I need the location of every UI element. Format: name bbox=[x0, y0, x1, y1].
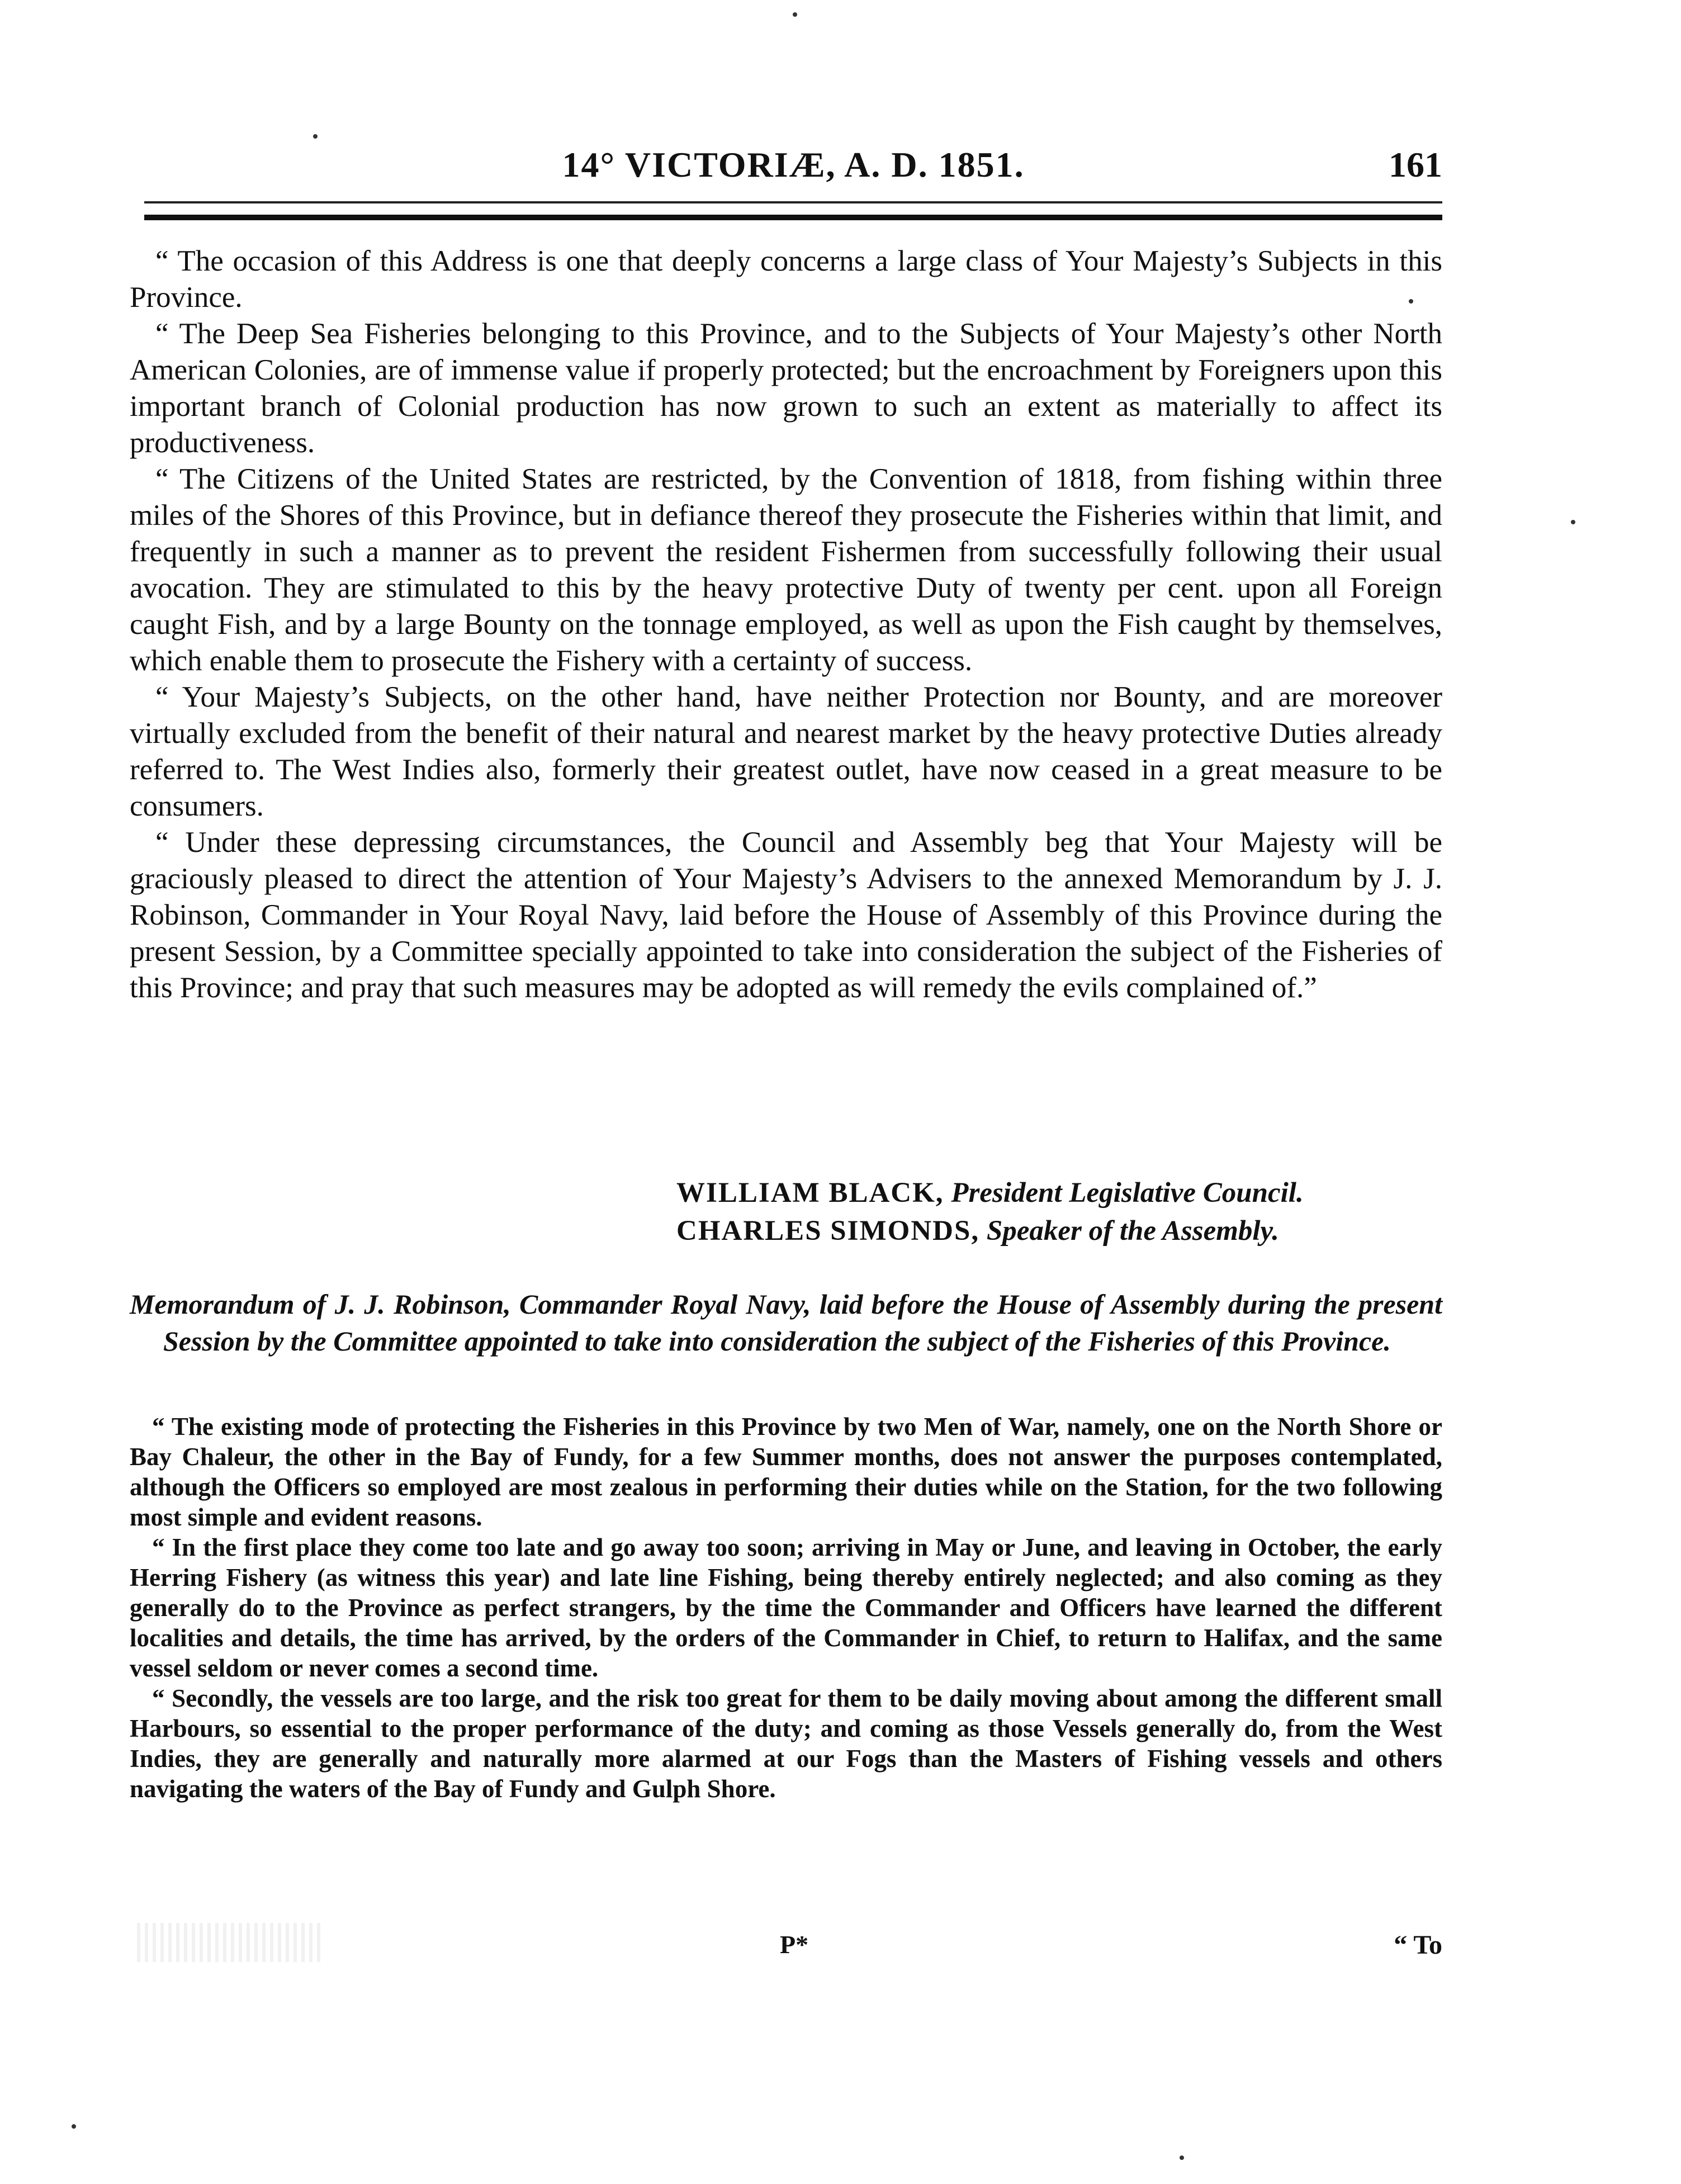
catchword: “ To bbox=[1394, 1930, 1442, 1960]
page-number: 161 bbox=[1389, 145, 1442, 184]
signatory-name: CHARLES SIMONDS, bbox=[676, 1215, 980, 1247]
address-text bbox=[130, 243, 1442, 1006]
signatory-title: Speaker of the Assembly. bbox=[986, 1215, 1280, 1247]
signature-mark: P* bbox=[780, 1930, 809, 1959]
memorandum-paragraph: “ In the first place they come too late and go away too soon; arriving in May or June, and leaving in October, the early Herring Fishery (as witness this year) and late line Fishing, being thereby entirely neglected; and also coming as they generally do to the Province as perfect strangers, by the time the Commander and Officers have learned the different localities and details, the time has arrived, by the orders of the Commander in Chief, to return to Halifax, and the same vessel seldom or never comes a second time. bbox=[130, 1533, 1442, 1682]
signatory-name: WILLIAM BLACK, bbox=[676, 1177, 944, 1209]
memorandum-paragraph: “ The existing mode of protecting the Fisheries in this Province by two Men of War, namely, one on the North Shore or Bay Chaleur, the other in the Bay of Fundy, for a few Summer months, does not answer the purposes contemplated, although the Officers so employed are most zealous in performing their duties while on the Station, for the two following most simple and evident reasons. bbox=[130, 1413, 1442, 1531]
signatory-title: President Legislative Council. bbox=[951, 1177, 1304, 1209]
paper-speck bbox=[793, 12, 797, 17]
signature-line bbox=[676, 1174, 1442, 1212]
running-head bbox=[144, 144, 1442, 195]
memorandum-paragraph: “ Secondly, the vessels are too large, and the risk too great for them to be daily moving about among the different small Harbours, so essential to the proper performance of the duty; and coming as those Vessels generally do, from the West Indies, they are generally and naturally more alarmed at our Fogs than the Masters of Fishing vessels and others navigating the waters of the Bay of Fundy and Gulph Shore. bbox=[130, 1684, 1442, 1803]
running-title: 14° VICTORIÆ, A. D. 1851. bbox=[562, 145, 1025, 184]
address-paragraph: “ Under these depressing circumstances, the Council and Assembly beg that Your Majesty will be graciously pleased to direct the attention of Your Majesty’s Advisers to the annexed Memorandum by J. J. Robinson, Commander in Your Royal Navy, laid before the House of Assembly of this Province during the present Session, by a Committee specially appointed to take into consideration the subject of the Fisheries of this Province; and pray that such measures may be adopted as will remedy the evils complained of.” bbox=[130, 826, 1442, 1004]
memorandum-heading: Memorandum of J. J. Robinson, Commander Royal Navy, laid before the House of Assembly during the present Session by the Committee appointed to take into consideration the subject of the Fisheries of this Province. bbox=[130, 1288, 1442, 1357]
address-paragraph: “ The occasion of this Address is one that deeply concerns a large class of Your Majesty’s Subjects in this Province. bbox=[130, 245, 1442, 314]
paper-speck bbox=[1571, 520, 1575, 524]
paper-speck bbox=[313, 134, 318, 139]
signature-line bbox=[676, 1212, 1442, 1250]
signature-block bbox=[676, 1174, 1442, 1250]
address-paragraph: “ Your Majesty’s Subjects, on the other hand, have neither Protection nor Bounty, and are moreover virtually excluded from the benefit of their natural and nearest market by the heavy protective Duties already referred to. The West Indies also, formerly their greatest outlet, have now ceased in a great measure to be consumers. bbox=[130, 681, 1442, 822]
paper-speck bbox=[1409, 299, 1413, 304]
address-paragraph: “ The Citizens of the United States are restricted, by the Convention of 1818, from fishing within three miles of the Shores of this Province, but in defiance thereof they prosecute the Fisheries within that limit, and frequently in such a manner as to prevent the resident Fishermen from successfully following their usual avocation. They are stimulated to this by the heavy protective Duty of twenty per cent. upon all Foreign caught Fish, and by a large Bounty on the tonnage employed, as well as upon the Fish caught by themselves, which enable them to prosecute the Fishery with a certainty of success. bbox=[130, 463, 1442, 677]
paper-speck bbox=[1180, 2155, 1184, 2160]
paper-speck bbox=[72, 2124, 76, 2129]
address-paragraph: “ The Deep Sea Fisheries belonging to this Province, and to the Subjects of Your Majesty’s other North American Colonies, are of immense value if properly protected; but the encroachment by Foreigners upon this important branch of Colonial production has now grown to such an extent as materially to affect its productiveness. bbox=[130, 318, 1442, 459]
header-rule bbox=[144, 201, 1442, 220]
memorandum-text bbox=[130, 1411, 1442, 1804]
library-stamp-smudge bbox=[137, 1923, 321, 1962]
